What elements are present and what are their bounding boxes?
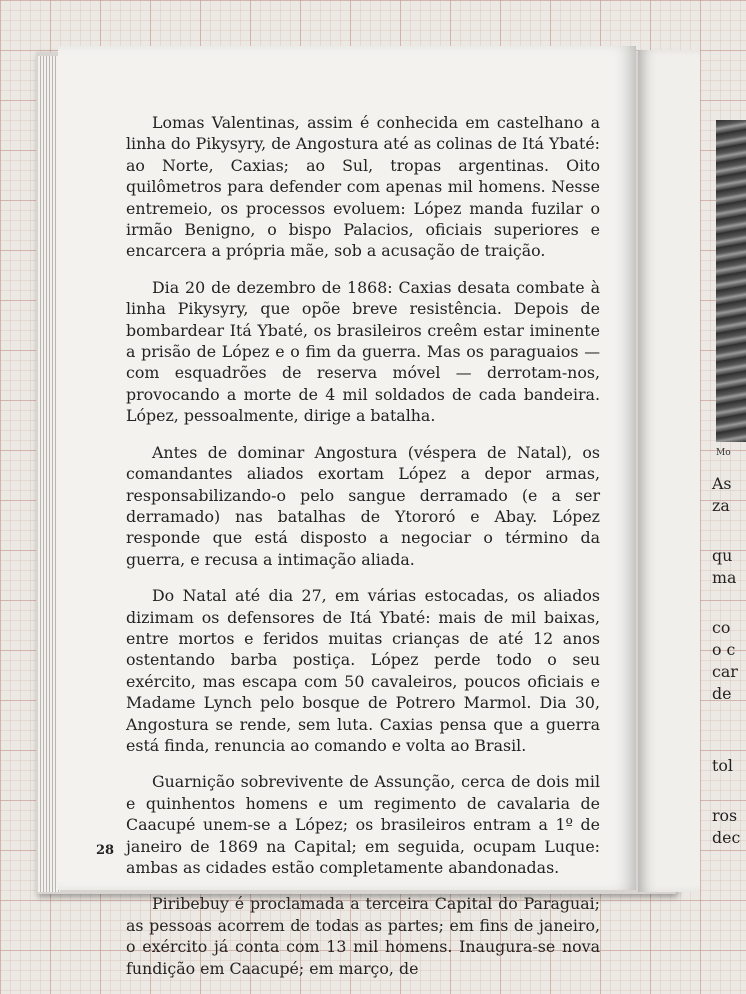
right-text-fragment: As [712,474,732,493]
right-text-fragment: za [712,496,730,515]
right-text-fragment: tol [712,756,733,775]
paragraph-5: Guarnição sobrevivente de Assunção, cerca de dois mil e quinhentos homens e um regimento de cavalaria de Caacupé unem-se a López; os brasileiros entram a 1º de janeiro de 1869 na Capital; em seguida, ocupam Luque: ambas as cidades estão completamente abandonadas. [126,772,600,877]
right-text-fragment: ros [712,806,738,825]
paragraph-4: Do Natal até dia 27, em várias estocadas, os aliados dizimam os defensores de Itá Ybaté: mais de mil baixas, entre mortos e feridos muitas crianças de até 12 anos ostentando barba postiça. López perde todo o seu exército, mas escapa com 50 cavaleiros, poucos oficiais e Madame Lynch pelo bosque de Potrero Marmol. Dia 30, Angostura se rende, sem luta. Caxias pensa que a guerra está finda, renuncia ao comando e volta ao Brasil. [126,586,600,755]
right-text-fragment: o c [712,640,736,659]
right-text-fragment: dec [712,828,741,847]
right-page [638,50,741,892]
right-text-fragment: ma [712,568,737,587]
right-text-fragment: de [712,684,732,703]
left-page [58,46,636,978]
right-text-fragment: co [712,618,731,637]
paragraph-2: Dia 20 de dezembro de 1868: Caxias desata combate à linha Pikysyry, que opõe breve resistência. Depois de bombardear Itá Ybaté, os brasileiros creêm estar iminente a prisão de López e o fim da guerra. Mas os paraguaios — com esquadrões de reserva móvel — derrotam-nos, provocando a morte de 4 mil soldados de cada bandeira. López, pessoalmente, dirige a batalha. [126,277,600,426]
photo-caption: Mo [716,448,731,458]
page-number: 28 [96,843,115,858]
paragraph-3: Antes de dominar Angostura (véspera de Natal), os comandantes aliados exortam López a depor armas, responsabilizando-o pelo sangue derramado (e a ser derramado) nas batalhas de Ytororó e Abay. López responde que está disposto a negociar o término da guerra, e recusa a intimação aliada. [126,442,600,569]
photo-fragment [716,120,746,442]
paragraph-6: Piribebuy é proclamada a terceira Capital do Paraguai; as pessoas acorrem de todas as partes; em fins de janeiro, o exército já conta com 13 mil homens. Inaugura-se nova fundição em Caacupé; em março, de [126,894,600,978]
text-block [126,112,600,994]
paragraph-1: Lomas Valentinas, assim é conhecida em castelhano a linha do Pikysyry, de Angostura até as colinas de Itá Ybaté: ao Norte, Caxias; ao Sul, tropas argentinas. Oito quilômetros para defender com apenas mil homens. Nesse entremeio, os processos evoluem: López manda fuzilar o irmão Benigno, o bispo Palacios, oficiais superiores e encarcera a própria mãe, sob a acusação de traição. [126,113,600,261]
right-text-fragment: qu [712,546,733,565]
right-text-fragment: car [712,662,738,681]
page-edges [38,56,60,892]
